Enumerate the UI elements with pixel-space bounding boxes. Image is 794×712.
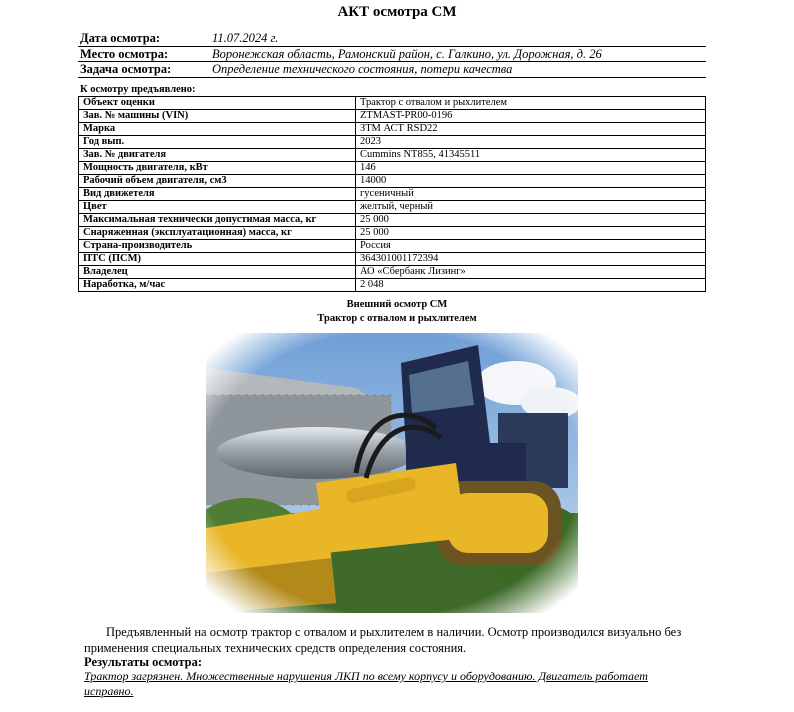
spec-row (79, 110, 706, 123)
spec-label: Наработка, м/час (79, 279, 356, 292)
spec-label: Зав. № машины (VIN) (79, 110, 356, 123)
inspection-paragraph: Предъявленный на осмотр трактор с отвалом и рыхлителем в наличии. Осмотр производился визуально без применения специальных технических средств определения состояния. (84, 625, 682, 655)
meta-label: Задача осмотра: (78, 62, 210, 78)
specs-table (78, 96, 706, 292)
spec-value: Cummins NT855, 41345511 (356, 149, 706, 162)
spec-row (79, 175, 706, 188)
spec-label: Год вып. (79, 136, 356, 149)
spec-row (79, 188, 706, 201)
meta-row (78, 31, 706, 46)
exterior-subtitle: Трактор с отвалом и рыхлителем (317, 313, 477, 324)
spec-label: Страна-производитель (79, 240, 356, 253)
spec-value: 2 048 (356, 279, 706, 292)
meta-row (78, 62, 706, 78)
results-heading: Результаты осмотра: (84, 655, 202, 669)
meta-label: Дата осмотра: (78, 31, 210, 46)
spec-label: Владелец (79, 266, 356, 279)
spec-row (79, 162, 706, 175)
act-title: АКТ осмотра СМ (337, 4, 457, 20)
spec-value: Трактор с отвалом и рыхлителем (356, 97, 706, 110)
spec-label: Мощность двигателя, кВт (79, 162, 356, 175)
exterior-title: Внешний осмотр СМ (346, 299, 448, 310)
spec-row (79, 266, 706, 279)
spec-value: 14000 (356, 175, 706, 188)
spec-row (79, 253, 706, 266)
photo-vignette (206, 333, 578, 613)
spec-label: Объект оценки (79, 97, 356, 110)
meta-value: 11.07.2024 г. (210, 31, 706, 46)
spec-label: Вид движетеля (79, 188, 356, 201)
meta-row (78, 46, 706, 62)
presented-label: К осмотру предъявлено: (80, 84, 196, 95)
spec-row (79, 123, 706, 136)
meta-value: Воронежская область, Рамонский район, с. Галкино, ул. Дорожная, д. 26 (210, 46, 706, 62)
spec-row (79, 149, 706, 162)
spec-row (79, 279, 706, 292)
tractor-photo (206, 333, 578, 613)
spec-row (79, 97, 706, 110)
spec-row (79, 214, 706, 227)
spec-row (79, 240, 706, 253)
spec-value: 2023 (356, 136, 706, 149)
spec-label: Снаряженная (эксплуатационная) масса, кг (79, 227, 356, 240)
spec-row (79, 201, 706, 214)
spec-label: Рабочий объем двигателя, см3 (79, 175, 356, 188)
spec-value: желтый, черный (356, 201, 706, 214)
spec-value: 146 (356, 162, 706, 175)
spec-value: гусеничный (356, 188, 706, 201)
meta-value: Определение технического состояния, потери качества (210, 62, 706, 78)
results-text: Трактор загрязнен. Множественные нарушения ЛКП по всему корпусу и оборудованию. Двигатель работает исправно. (84, 669, 648, 698)
spec-value: 364301001172394 (356, 253, 706, 266)
spec-label: Максимальная технически допустимая масса, кг (79, 214, 356, 227)
spec-label: ПТС (ПСМ) (79, 253, 356, 266)
spec-value: Россия (356, 240, 706, 253)
spec-value: ZTMAST-PR00-0196 (356, 110, 706, 123)
spec-label: Цвет (79, 201, 356, 214)
spec-value: 25 000 (356, 227, 706, 240)
inspection-meta (78, 31, 706, 78)
spec-label: Марка (79, 123, 356, 136)
spec-value: 25 000 (356, 214, 706, 227)
meta-label: Место осмотра: (78, 46, 210, 62)
spec-row (79, 136, 706, 149)
spec-value: ЗТМ АСТ RSD22 (356, 123, 706, 136)
spec-value: АО «Сбербанк Лизинг» (356, 266, 706, 279)
spec-row (79, 227, 706, 240)
spec-label: Зав. № двигателя (79, 149, 356, 162)
